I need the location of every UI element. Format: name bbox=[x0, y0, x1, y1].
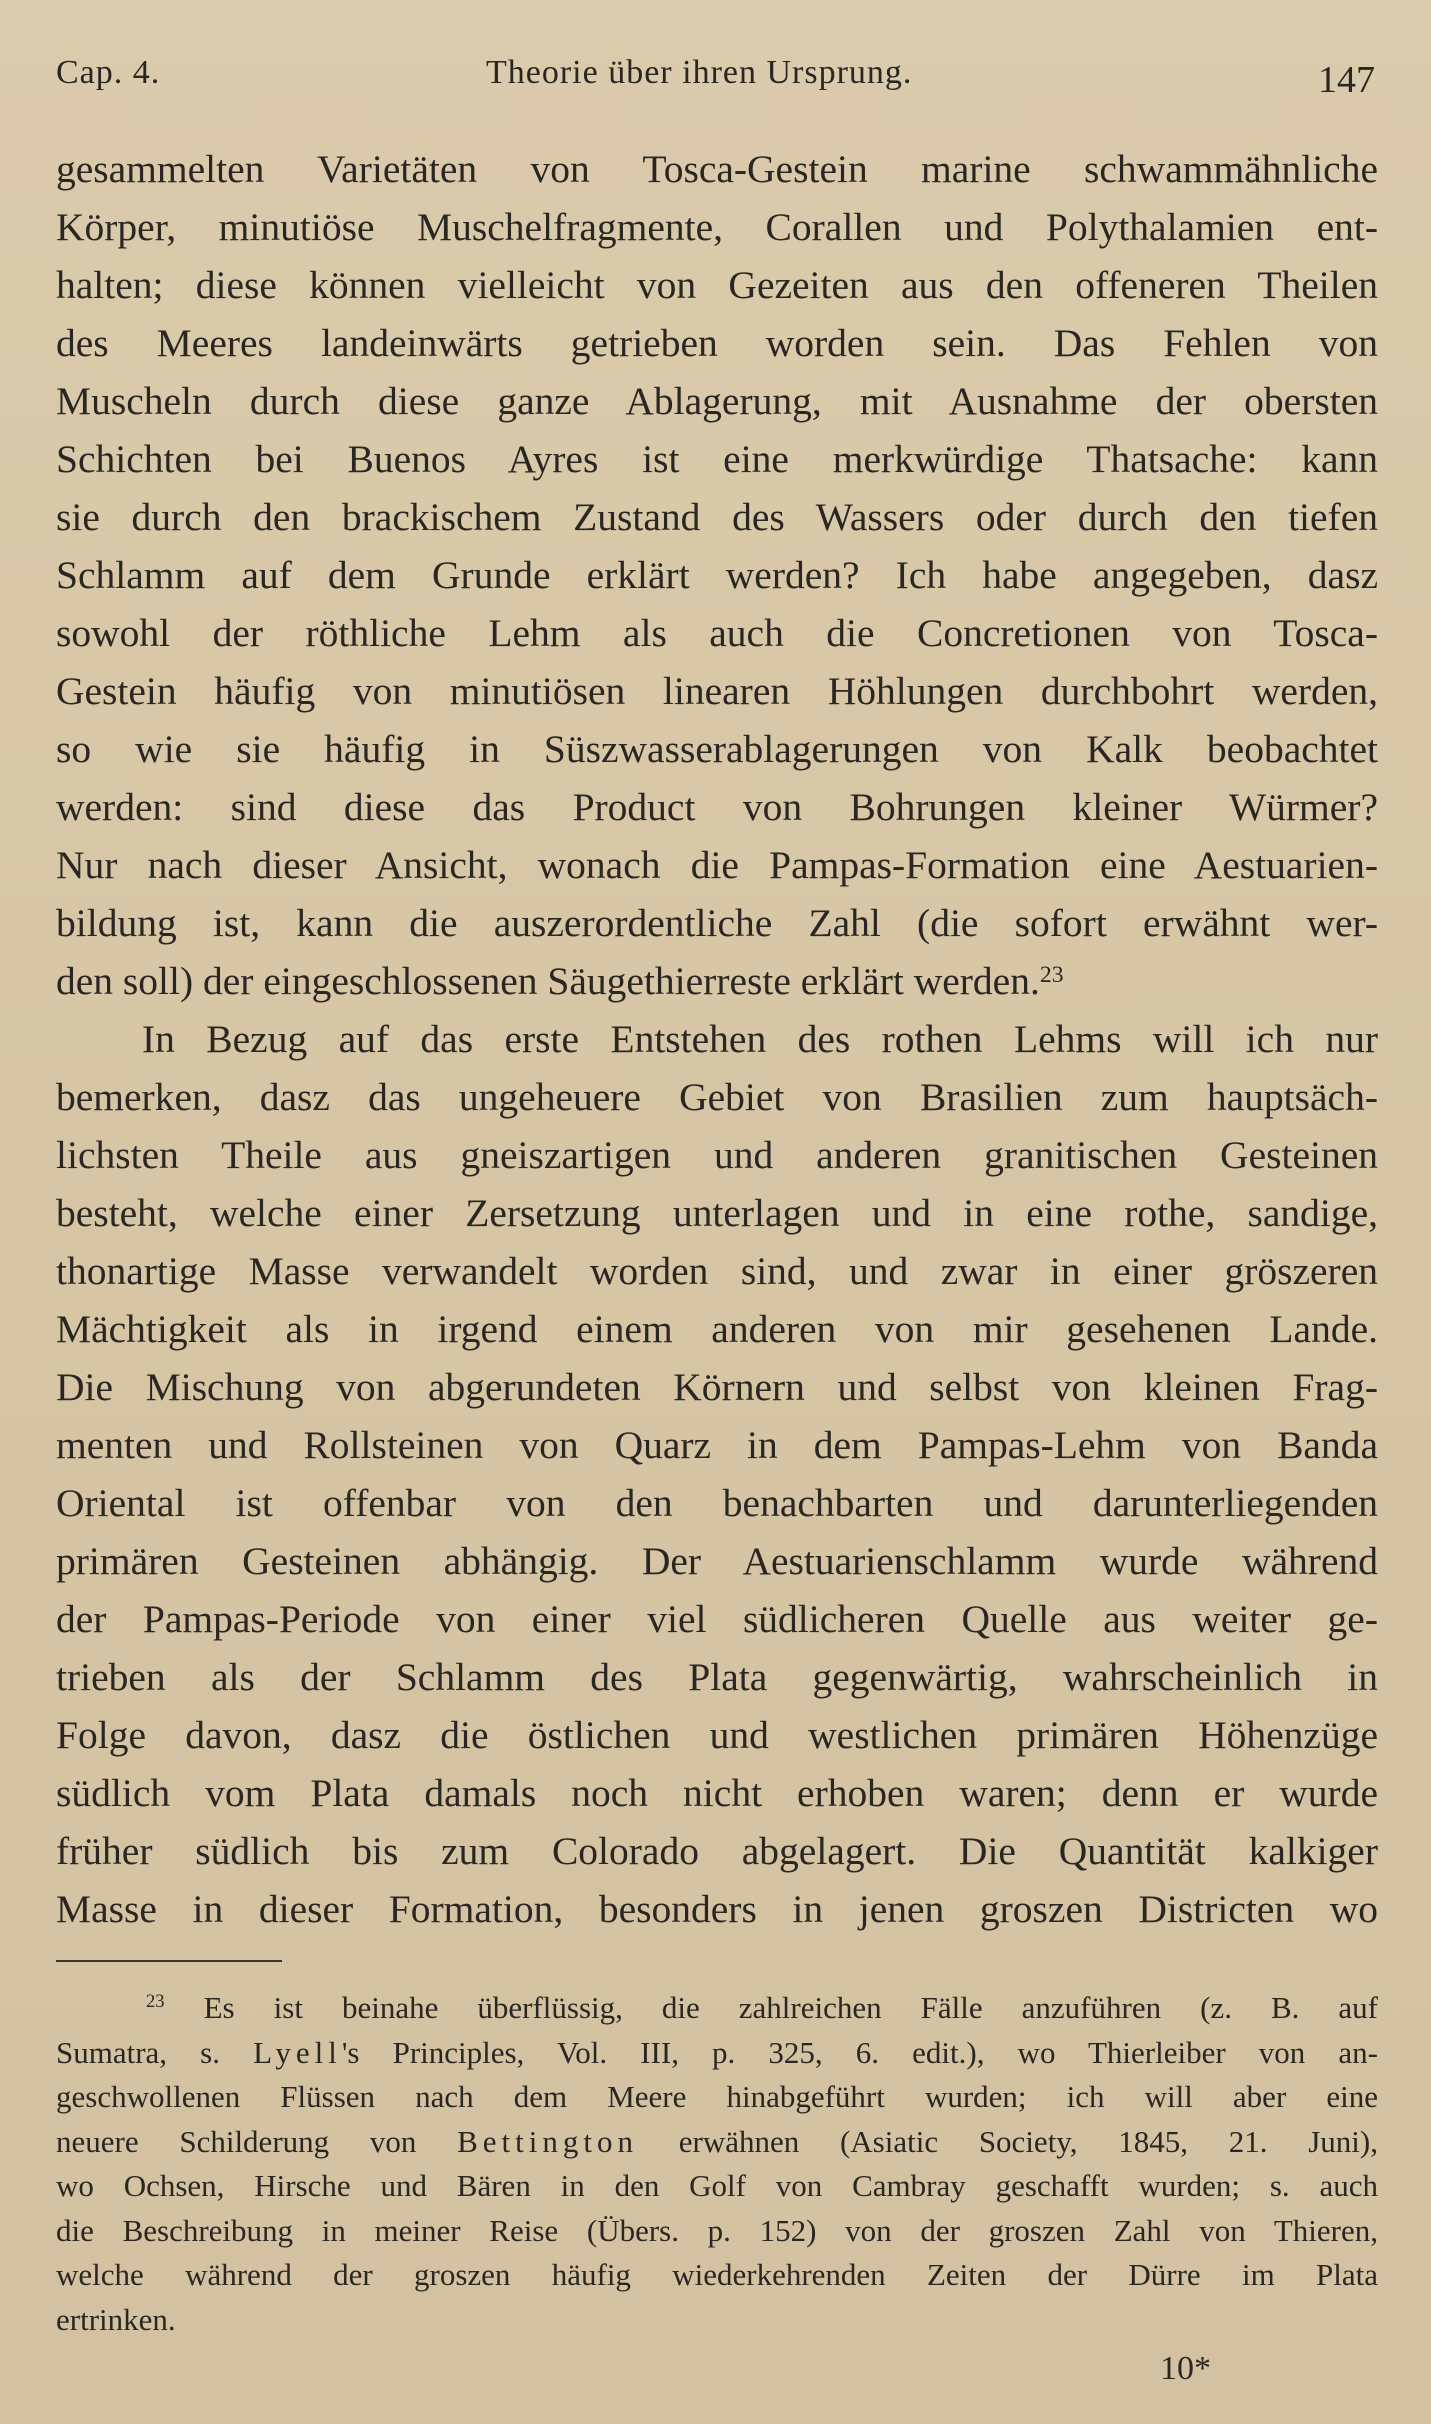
text-line: Körper, minutiöse Muschelfragmente, Corallen und Polythalamien ent- bbox=[56, 205, 1378, 249]
text-line: früher südlich bis zum Colorado abgelagert. Die Quantität kalkiger bbox=[56, 1829, 1378, 1873]
text-line: des Meeres landeinwärts getrieben worden sein. Das Fehlen von bbox=[56, 321, 1378, 365]
footnote-divider bbox=[56, 1960, 282, 1962]
text-line: menten und Rollsteinen von Quarz in dem Pampas-Lehm von Banda bbox=[56, 1423, 1378, 1467]
footnote-block bbox=[56, 1986, 1378, 2342]
footnote-text: 's Principles, Vol. III, p. 325, 6. edit.), wo Thierleiber von an- bbox=[341, 2034, 1378, 2070]
text-line: In Bezug auf das erste Entstehen des rothen Lehms will ich nur bbox=[142, 1017, 1378, 1061]
text-line: bildung ist, kann die auszerordentliche Zahl (die sofort erwähnt wer- bbox=[56, 901, 1378, 945]
text-line: Schichten bei Buenos Ayres ist eine merkwürdige Thatsache: kann bbox=[56, 437, 1378, 481]
footnote-reference: 23 bbox=[1039, 962, 1064, 988]
running-header bbox=[56, 50, 1375, 110]
text-line: gesammelten Varietäten von Tosca-Gestein marine schwammähnliche bbox=[56, 147, 1378, 191]
footnote-text: Es ist beinahe überflüssig, die zahlreichen Fälle anzuführen (z. B. auf bbox=[203, 1990, 1378, 2025]
text-line: thonartige Masse verwandelt worden sind, und zwar in einer gröszeren bbox=[56, 1249, 1378, 1293]
text-line: Oriental ist offenbar von den benachbarten und darunterliegenden bbox=[56, 1481, 1378, 1525]
author-name-bettington: Bettington bbox=[457, 2123, 638, 2159]
footnote-line bbox=[56, 2031, 1378, 2076]
main-text bbox=[56, 140, 1378, 1938]
page-number: 147 bbox=[1318, 59, 1375, 101]
footnote-number: 23 bbox=[146, 1991, 165, 2012]
text-line: Nur nach dieser Ansicht, wonach die Pampas-Formation eine Aestuarien- bbox=[56, 843, 1378, 887]
text-line: Mächtigkeit als in irgend einem anderen von mir gesehenen Lande. bbox=[56, 1307, 1378, 1351]
signature-mark: 10* bbox=[1160, 2350, 1211, 2387]
text-line: bemerken, dasz das ungeheuere Gebiet von Brasilien zum hauptsäch- bbox=[56, 1075, 1378, 1119]
text-line: Folge davon, dasz die östlichen und westlichen primären Höhenzüge bbox=[56, 1713, 1378, 1757]
text-line: halten; diese können vielleicht von Gezeiten aus den offeneren Theilen bbox=[56, 263, 1378, 307]
running-title: Theorie über ihren Ursprung. bbox=[486, 54, 913, 91]
text-line: Gestein häufig von minutiösen linearen Höhlungen durchbohrt werden, bbox=[56, 669, 1378, 713]
text-line: südlich vom Plata damals noch nicht erhoben waren; denn er wurde bbox=[56, 1771, 1378, 1815]
footnote-text: erwähnen (Asiatic Society, 1845, 21. Juni), bbox=[638, 2123, 1378, 2159]
text-line: Schlamm auf dem Grunde erklärt werden? Ich habe angegeben, dasz bbox=[56, 553, 1378, 597]
footnote-text: Sumatra, s. bbox=[56, 2034, 254, 2070]
text-line bbox=[56, 952, 1378, 1010]
text-line: der Pampas-Periode von einer viel südlicheren Quelle aus weiter ge- bbox=[56, 1597, 1378, 1641]
text-line: besteht, welche einer Zersetzung unterlagen und in eine rothe, sandige, bbox=[56, 1191, 1378, 1235]
footnote-line bbox=[56, 2120, 1378, 2165]
text-line: trieben als der Schlamm des Plata gegenwärtig, wahrscheinlich in bbox=[56, 1655, 1378, 1699]
chapter-label: Cap. 4. bbox=[56, 54, 161, 91]
text-line: so wie sie häufig in Süszwasserablagerungen von Kalk beobachtet bbox=[56, 727, 1378, 771]
text-line: Masse in dieser Formation, besonders in jenen groszen Districten wo bbox=[56, 1887, 1378, 1931]
footnote-text: neuere Schilderung von bbox=[56, 2123, 458, 2159]
text-line: Die Mischung von abgerundeten Körnern und selbst von kleinen Frag- bbox=[56, 1365, 1378, 1409]
footnote-line: welche während der groszen häufig wiederkehrenden Zeiten der Dürre im Plata bbox=[56, 2257, 1378, 2292]
footnote-line: die Beschreibung in meiner Reise (Übers. p. 152) von der groszen Zahl von Thieren, bbox=[56, 2212, 1378, 2248]
footnote-line: geschwollenen Flüssen nach dem Meere hinabgeführt wurden; ich will aber eine bbox=[56, 2079, 1378, 2114]
text-line: sowohl der röthliche Lehm als auch die Concretionen von Tosca- bbox=[56, 611, 1378, 655]
text-line: werden: sind diese das Product von Bohrungen kleiner Würmer? bbox=[56, 785, 1378, 829]
footnote-line: ertrinken. bbox=[56, 2301, 176, 2337]
text-line: Muscheln durch diese ganze Ablagerung, mit Ausnahme der obersten bbox=[56, 379, 1378, 423]
text-line: sie durch den brackischem Zustand des Wassers oder durch den tiefen bbox=[56, 495, 1378, 539]
author-name-lyell: Lyell bbox=[253, 2034, 342, 2070]
footnote-line bbox=[56, 1986, 1378, 2031]
text-line-content: den soll) der eingeschlossenen Säugethierreste erklärt werden. bbox=[56, 959, 1040, 1003]
text-line: lichsten Theile aus gneiszartigen und anderen granitischen Gesteinen bbox=[56, 1133, 1378, 1177]
text-line: primären Gesteinen abhängig. Der Aestuarienschlamm wurde während bbox=[56, 1539, 1378, 1583]
footnote-line: wo Ochsen, Hirsche und Bären in den Golf von Cambray geschafft wurden; s. auch bbox=[56, 2168, 1378, 2203]
